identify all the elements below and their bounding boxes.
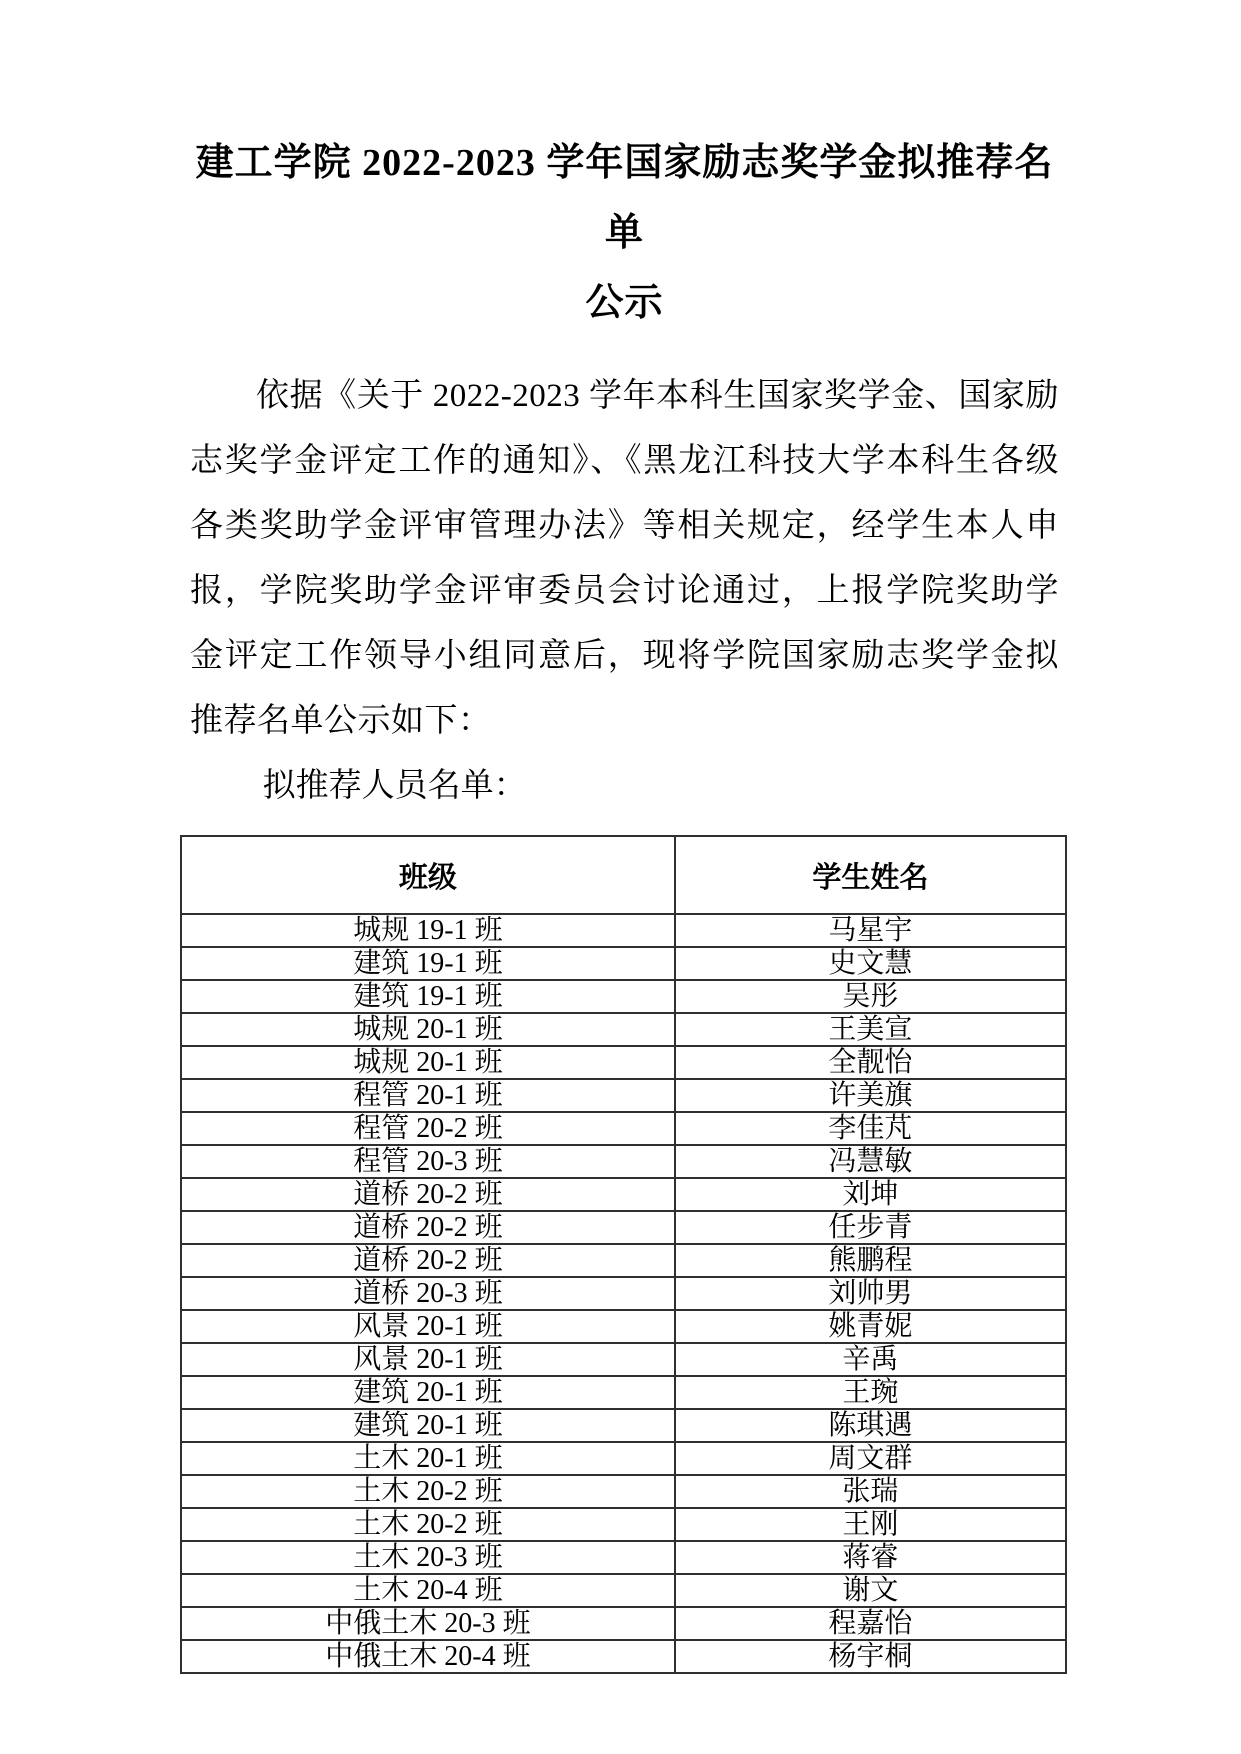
- table-row: [181, 1541, 1066, 1574]
- student-name-cell: 全靓怡: [675, 1046, 1066, 1079]
- class-cell: 程管 20-2 班: [181, 1112, 675, 1145]
- table-row: [181, 1442, 1066, 1475]
- list-heading: 拟推荐人员名单：: [262, 768, 527, 804]
- class-cell: 道桥 20-2 班: [181, 1211, 675, 1244]
- class-cell: 建筑 19-1 班: [181, 980, 675, 1013]
- table-row: [181, 1244, 1066, 1277]
- table-row: [181, 1607, 1066, 1640]
- student-name-cell: 史文慧: [675, 947, 1066, 980]
- table-row: [181, 1079, 1066, 1112]
- table-row: [181, 914, 1066, 947]
- recommendation-table: [180, 835, 1067, 1674]
- table-row: [181, 1145, 1066, 1178]
- table-row: [181, 1508, 1066, 1541]
- student-name-cell: 王琬: [675, 1376, 1066, 1409]
- table-row: [181, 980, 1066, 1013]
- student-name-cell: 冯慧敏: [675, 1145, 1066, 1178]
- student-name-cell: 马星宇: [675, 914, 1066, 947]
- class-cell: 程管 20-1 班: [181, 1079, 675, 1112]
- intro-paragraph: 依据《关于 2022-2023 学年本科生国家奖学金、国家励志奖学金评定工作的通知》、《黑龙江科技大学本科生各级各类奖助学金评审管理办法》等相关规定，经学生本人申报，学院奖助学金评审委员会讨论通过，上报学院奖助学金评定工作领导小组同意后，现将学院国家励志奖学金拟推荐名单公示如下：: [190, 378, 1059, 739]
- table-row: [181, 1310, 1066, 1343]
- student-name-cell: 辛禹: [675, 1343, 1066, 1376]
- student-name-cell: 许美旗: [675, 1079, 1066, 1112]
- student-name-cell: 程嘉怡: [675, 1607, 1066, 1640]
- student-name-cell: 王美宣: [675, 1013, 1066, 1046]
- column-header-student-name: 学生姓名: [675, 836, 1066, 914]
- table-header-row: [181, 836, 1066, 914]
- class-cell: 程管 20-3 班: [181, 1145, 675, 1178]
- student-name-cell: 蒋睿: [675, 1541, 1066, 1574]
- class-cell: 土木 20-1 班: [181, 1442, 675, 1475]
- class-cell: 土木 20-3 班: [181, 1541, 675, 1574]
- student-name-cell: 熊鹏程: [675, 1244, 1066, 1277]
- document-title-line2: 公示: [585, 282, 664, 324]
- student-name-cell: 陈琪遇: [675, 1409, 1066, 1442]
- class-cell: 风景 20-1 班: [181, 1310, 675, 1343]
- table-row: [181, 1211, 1066, 1244]
- class-cell: 土木 20-2 班: [181, 1475, 675, 1508]
- student-name-cell: 任步青: [675, 1211, 1066, 1244]
- table-row: [181, 1112, 1066, 1145]
- table-row: [181, 1574, 1066, 1607]
- class-cell: 中俄土木 20-4 班: [181, 1640, 675, 1673]
- student-name-cell: 李佳芃: [675, 1112, 1066, 1145]
- table-row: [181, 1376, 1066, 1409]
- class-cell: 建筑 20-1 班: [181, 1409, 675, 1442]
- table-body: [181, 914, 1066, 1673]
- student-name-cell: 吴彤: [675, 980, 1066, 1013]
- student-name-cell: 姚青妮: [675, 1310, 1066, 1343]
- table-row: [181, 1640, 1066, 1673]
- document-title: [190, 128, 1059, 338]
- table-row: [181, 947, 1066, 980]
- student-name-cell: 张瑞: [675, 1475, 1066, 1508]
- class-cell: 中俄土木 20-3 班: [181, 1607, 675, 1640]
- table-row: [181, 1178, 1066, 1211]
- table-row: [181, 1277, 1066, 1310]
- student-name-cell: 周文群: [675, 1442, 1066, 1475]
- class-cell: 土木 20-2 班: [181, 1508, 675, 1541]
- class-cell: 城规 20-1 班: [181, 1046, 675, 1079]
- table-row: [181, 1475, 1066, 1508]
- class-cell: 道桥 20-2 班: [181, 1244, 675, 1277]
- column-header-class: 班级: [181, 836, 675, 914]
- document-title-line1: 建工学院 2022-2023 学年国家励志奖学金拟推荐名单: [195, 142, 1054, 254]
- table-row: [181, 1013, 1066, 1046]
- class-cell: 土木 20-4 班: [181, 1574, 675, 1607]
- student-name-cell: 刘坤: [675, 1178, 1066, 1211]
- class-cell: 道桥 20-3 班: [181, 1277, 675, 1310]
- student-name-cell: 谢文: [675, 1574, 1066, 1607]
- class-cell: 城规 19-1 班: [181, 914, 675, 947]
- class-cell: 风景 20-1 班: [181, 1343, 675, 1376]
- student-name-cell: 刘帅男: [675, 1277, 1066, 1310]
- class-cell: 建筑 20-1 班: [181, 1376, 675, 1409]
- class-cell: 城规 20-1 班: [181, 1013, 675, 1046]
- table-row: [181, 1046, 1066, 1079]
- class-cell: 建筑 19-1 班: [181, 947, 675, 980]
- table-row: [181, 1409, 1066, 1442]
- class-cell: 道桥 20-2 班: [181, 1178, 675, 1211]
- student-name-cell: 杨宇桐: [675, 1640, 1066, 1673]
- table-row: [181, 1343, 1066, 1376]
- student-name-cell: 王刚: [675, 1508, 1066, 1541]
